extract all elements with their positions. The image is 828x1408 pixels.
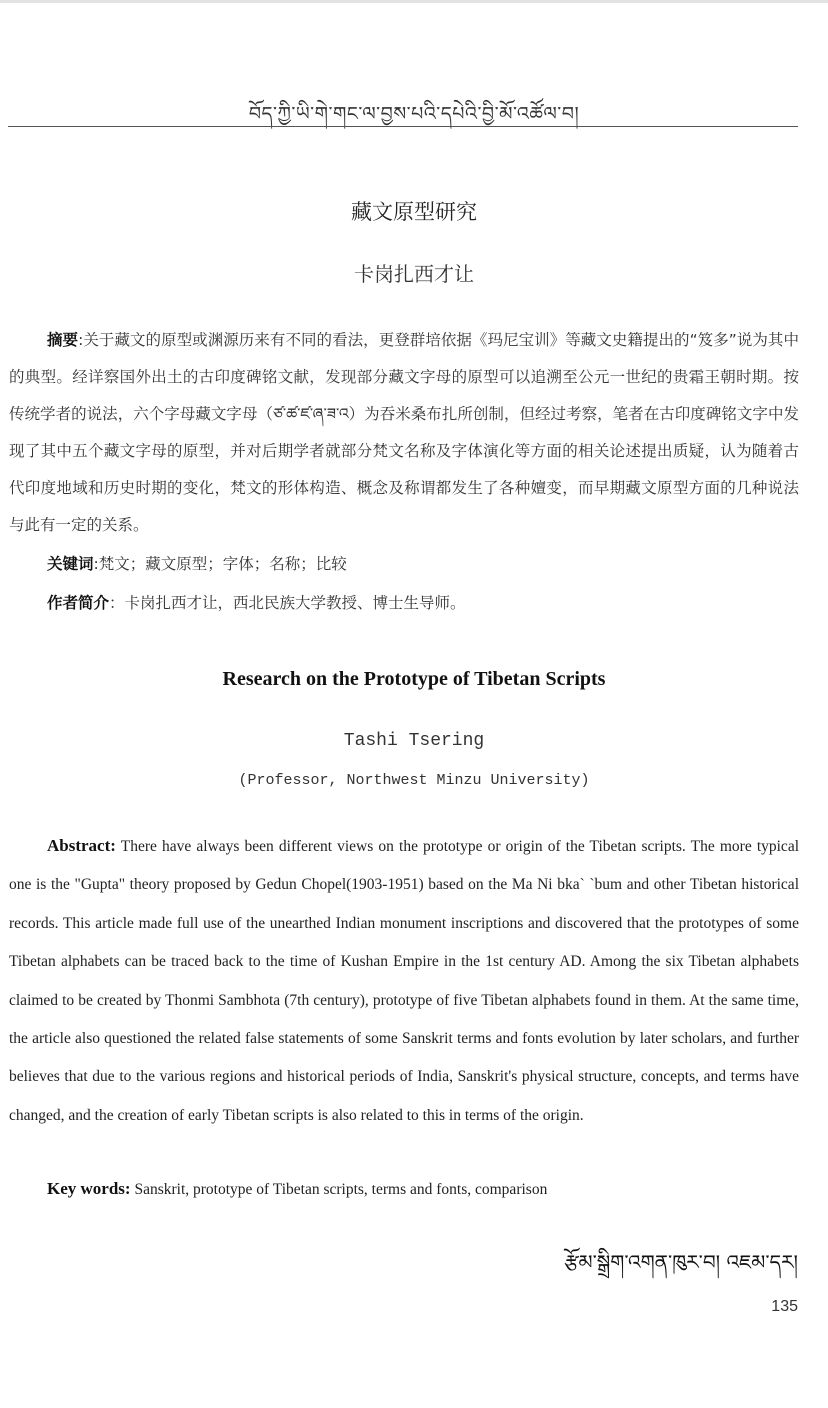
chinese-keywords-label: 关键词 — [47, 555, 94, 573]
english-keywords-label: Key words: — [47, 1179, 131, 1198]
english-abstract — [9, 827, 799, 1135]
chinese-author-bio — [47, 591, 797, 613]
chinese-keywords-text: :梵文；藏文原型；字体；名称；比较 — [93, 555, 347, 573]
chinese-keywords — [47, 552, 797, 574]
english-keywords — [47, 1179, 797, 1199]
header-divider — [8, 126, 798, 127]
chinese-abstract — [9, 322, 799, 544]
english-author: Tashi Tsering — [343, 731, 485, 751]
english-abstract-label: Abstract: — [47, 836, 116, 855]
english-affiliation: (Professor, Northwest Minzu University) — [238, 772, 590, 789]
chinese-abstract-text: :关于藏文的原型或渊源历来有不同的看法，更登群培依据《玛尼宝训》等藏文史籍提出的“笈多”说为其中的典型。经详察国外出土的古印度碑铭文献，发现部分藏文字母的原型可以追溯至公元一世纪的贵霜王朝时期。按传统学者的说法，六个字母藏文字母（ཙ་ཚ་ཛ་ཞ་ཟ་འ）为吞米桑布扎所创制，但经过考察，笔者在古印度碑铭文字中发现了其中五个藏文字母的原型，并对后期学者就部分梵文名称及字体演化等方面的相关论述提出质疑，认为随着古代印度地域和历史时期的变化，梵文的形体构造、概念及称谓都发生了各种嬗变，而早期藏文原型方面的几种说法与此有一定的关系。 — [9, 331, 799, 534]
tibetan-editor-byline: རྩོམ་སྒྲིག་འགན་ཁུར་བ། འཇམ་དར། — [564, 1250, 798, 1274]
chinese-title: 藏文原型研究 — [351, 200, 477, 224]
english-title: Research on the Prototype of Tibetan Scripts — [222, 668, 606, 690]
english-abstract-text: There have always been different views on the prototype or origin of the Tibetan scripts. The more typical one is the "Gupta" theory proposed by Gedun Chopel(1903-1951) based on the Ma Ni bka` `bum and other Tibetan historical records. This article made full use of the unearthed Indian monument inscriptions and discovered that the prototypes of some Tibetan alphabets can be traced back to the time of Kushan Empire in the 1st century AD. Among the six Tibetan alphabets claimed to be created by Thonmi Sambhota (7th century), prototype of five Tibetan alphabets found in them. At the same time, the article also questioned the related false statements of some Sanskrit terms and fonts evolution by later scholars, and further believes that due to the various regions and historical periods of India, Sanskrit's physical structure, concepts, and terms have changed, and the creation of early Tibetan scripts is also related to this in terms of the origin. — [9, 838, 799, 1124]
english-keywords-text: Sanskrit, prototype of Tibetan scripts, terms and fonts, comparison — [130, 1181, 548, 1198]
chinese-bio-label: 作者简介 — [47, 594, 110, 612]
running-head: བོད་ཀྱི་ཡི་གེ་གང་ལ་བྱས་པའི་དཔེའི་བྱི་མོ་འཚོལ་བ། — [248, 103, 580, 125]
top-border — [0, 0, 828, 3]
chinese-author: 卡岗扎西才让 — [354, 262, 474, 286]
chinese-abstract-label: 摘要 — [47, 331, 79, 349]
chinese-bio-text: ：卡岗扎西才让，西北民族大学教授、博士生导师。 — [109, 594, 466, 612]
page-number: 135 — [771, 1298, 798, 1315]
